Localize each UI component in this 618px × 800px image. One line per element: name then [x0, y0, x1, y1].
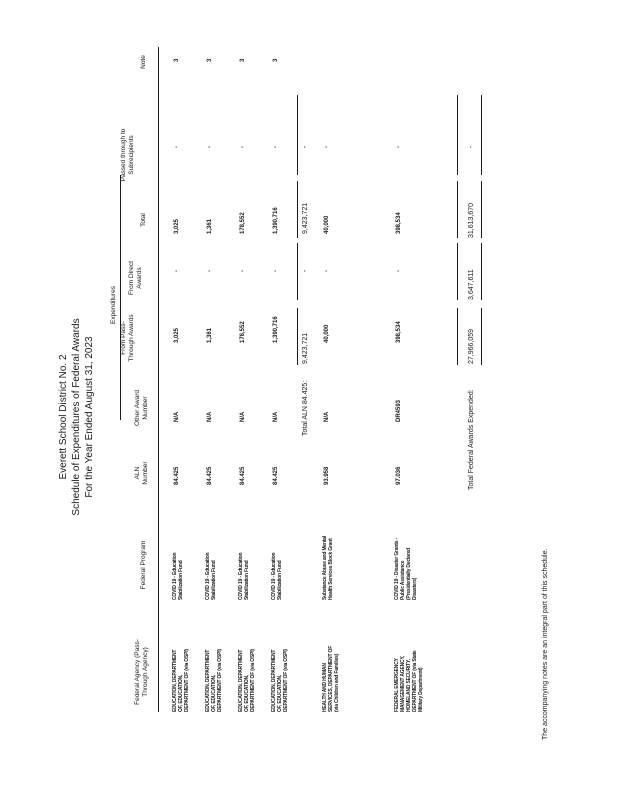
grand-total-pass: 27,966,059	[468, 328, 475, 364]
grand-rule2-total	[481, 181, 482, 238]
row2-sub: -	[207, 146, 213, 148]
subtotal-rule-direct	[297, 243, 298, 300]
row1-note: 3	[174, 58, 180, 62]
grand-total-sub: -	[468, 145, 475, 148]
row1-aln: 84.425	[174, 466, 180, 485]
header-note: Note	[140, 55, 147, 69]
row3-aln: 84.425	[240, 466, 246, 485]
row3-program: COVID 19 - Education Stabilization Fund	[238, 552, 250, 600]
row4-agency: EDUCATION, DEPARTMENT OF, EDUCATION, DEPARTMENT OF (via OSPI)	[271, 649, 289, 712]
row5-direct: -	[324, 270, 330, 272]
row4-sub: -	[273, 146, 279, 148]
grand-rule2-direct	[481, 243, 482, 300]
row2-total: 1,361	[207, 218, 213, 234]
title-line-2: Schedule of Expenditures of Federal Awards	[71, 318, 82, 516]
subtotal-sub: -	[302, 145, 309, 148]
row6-total: 398,534	[396, 212, 402, 234]
row3-agency: EDUCATION, DEPARTMENT OF, EDUCATION, DEPARTMENT OF (via OSPI)	[238, 649, 256, 712]
grand-rule-pass	[457, 308, 458, 365]
row3-note: 3	[240, 58, 246, 62]
row1-program: COVID 19 - Education Stabilization Fund	[172, 552, 184, 600]
row3-total: 178,552	[240, 212, 246, 234]
row5-sub: -	[324, 146, 330, 148]
row2-award: N/A	[207, 411, 213, 422]
row5-program: Substance Abuse and Mental Health Services Block Grant	[322, 535, 334, 600]
header-from-pass-through: From Pass-Through Awards	[120, 314, 135, 362]
row4-award: N/A	[273, 411, 279, 422]
row4-direct: -	[273, 270, 279, 272]
row4-note: 3	[273, 58, 279, 62]
row1-agency: EDUCATION, DEPARTMENT OF, EDUCATION, DEPARTMENT OF (via OSPI)	[172, 649, 190, 712]
grand-rule-sub	[457, 95, 458, 175]
grand-rule-direct	[457, 243, 458, 300]
row6-pass: 398,534	[396, 321, 402, 343]
row2-agency: EDUCATION, DEPARTMENT OF, EDUCATION, DEPARTMENT OF (via OSPI)	[205, 649, 223, 712]
row2-aln: 84.425	[207, 466, 213, 485]
title-line-3: For the Year Ended August 31, 2023	[84, 336, 95, 498]
row1-direct: -	[174, 270, 180, 272]
row6-agency: FEDERAL EMERGENCY MANAGEMENT AGENCY, HOMELAND SECURITY, DEPARTMENT OF (via State Military Department)	[394, 650, 424, 712]
subtotal-total: 9,423,721	[302, 202, 309, 234]
grand-rule2-pass	[481, 308, 482, 365]
header-program: Federal Program	[140, 540, 147, 590]
header-passed-through: Passed through to Subrecipients	[120, 128, 135, 182]
row2-program: COVID 19 - Education Stabilization Fund	[205, 552, 217, 600]
row1-award: N/A	[174, 411, 180, 422]
row5-agency: HEALTH AND HUMAN SERVICES, DEPARTMENT OF (via Children and Families)	[322, 645, 340, 712]
row5-award: N/A	[324, 411, 330, 422]
row2-note: 3	[207, 58, 213, 62]
row6-direct: -	[396, 270, 402, 272]
header-rule	[158, 47, 159, 712]
row3-award: N/A	[240, 411, 246, 422]
row6-aln: 97.036	[396, 466, 402, 485]
row5-pass: 40,000	[324, 324, 330, 343]
header-expenditures-group: Expenditures	[110, 286, 117, 324]
grand-rule2-sub	[481, 95, 482, 175]
row4-program: COVID 19 - Education Stabilization Fund	[271, 552, 283, 600]
subtotal-rule-total	[297, 181, 298, 238]
subtotal-label: Total ALN 84.425:	[302, 380, 309, 436]
row6-award: DR4593	[396, 399, 402, 422]
row6-sub: -	[396, 146, 402, 148]
row5-aln: 93.958	[324, 466, 330, 485]
row5-total: 40,000	[324, 215, 330, 234]
grand-total-total: 31,613,670	[468, 202, 475, 238]
subtotal-rule-pass	[297, 308, 298, 365]
subtotal-pass: 9,423,721	[302, 332, 309, 364]
row1-pass: 3,025	[174, 327, 180, 343]
header-agency: Federal Agency (Pass-Through Agency)	[134, 639, 149, 705]
header-other-award: Other Award Number	[134, 390, 149, 427]
header-from-direct: From Direct Awards	[128, 261, 143, 295]
subtotal-direct: -	[302, 269, 309, 272]
row3-pass: 178,552	[240, 321, 246, 343]
row3-direct: -	[240, 270, 246, 272]
row6-program: COVID 19 - Disaster Grants - Public Assistance (Presidentially Declared Disasters)	[394, 538, 418, 600]
grand-total-label: Total Federal Awards Expended:	[468, 389, 475, 490]
subtotal-rule-sub	[297, 95, 298, 175]
grand-rule-total	[457, 181, 458, 238]
row1-total: 3,025	[174, 218, 180, 234]
header-aln: ALN Number	[134, 461, 149, 485]
row2-pass: 1,361	[207, 327, 213, 343]
header-total: Total	[140, 213, 147, 227]
row4-pass: 1,390,716	[273, 316, 279, 343]
row4-total: 1,390,716	[273, 207, 279, 234]
footnote: The accompanying notes are an integral part of this schedule.	[542, 548, 549, 740]
row1-sub: -	[174, 146, 180, 148]
row4-aln: 84.425	[273, 466, 279, 485]
row3-sub: -	[240, 146, 246, 148]
title-line-1: Everett School District No. 2	[58, 354, 69, 480]
grand-total-direct: 3,647,611	[468, 269, 475, 300]
row2-direct: -	[207, 270, 213, 272]
header-group-rule	[120, 175, 121, 420]
